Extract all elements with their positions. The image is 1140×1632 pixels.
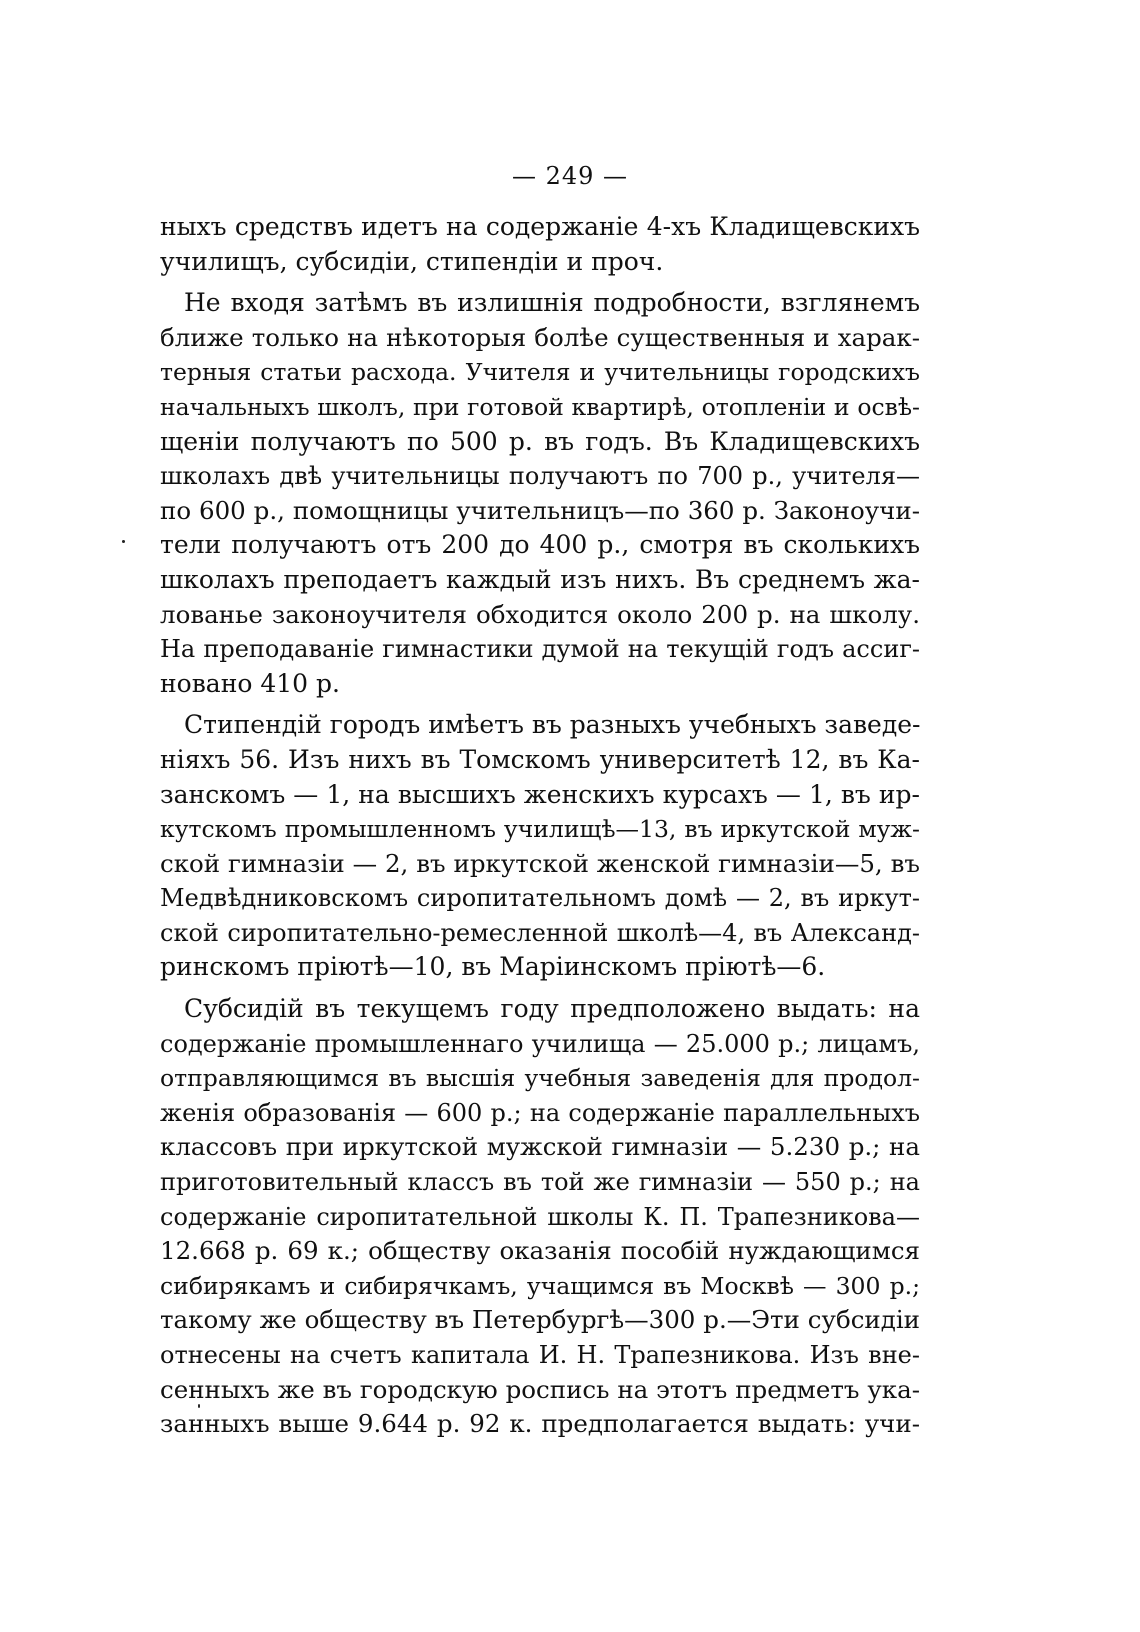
text-line: Стипендiй городъ имѣетъ въ разныхъ учебныхъ заведе- [184, 710, 921, 740]
print-speck [198, 1404, 200, 1408]
text-line: ринскомъ прiютѣ—10, въ Марiинскомъ прiютѣ—6. [160, 952, 826, 982]
text-line: Не входя затѣмъ въ излишнiя подробности, взглянемъ [184, 288, 920, 318]
text-line: На преподаванiе гимнастики думой на текущiй годъ ассиг- [160, 635, 920, 664]
text-line: женiя образованiя — 600 р.; на содержанiе параллельныхъ [160, 1098, 920, 1127]
text-line: отнесены на счетъ капитала И. Н. Трапезникова. Изъ вне- [160, 1341, 920, 1369]
page-number: — 249 — [511, 162, 629, 190]
text-line: ской сиропитательно-ремесленной школѣ—4, въ Александ- [160, 918, 920, 947]
paragraph [160, 286, 920, 701]
text-line: нiяхъ 56. Изъ нихъ въ Томскомъ университетѣ 12, въ Ка- [160, 744, 920, 774]
body-text [160, 210, 920, 1442]
text-line: 12.668 р. 69 к.; обществу оказанiя пособiй нуждающимся [160, 1236, 920, 1266]
text-line: сибирякамъ и сибирячкамъ, учащимся въ Москвѣ — 300 р.; [160, 1271, 920, 1300]
text-line: школахъ двѣ учительницы получаютъ по 700 р., учителя— [160, 462, 920, 491]
paragraph [160, 992, 920, 1442]
text-line: содержанiе сиропитательной школы К. П. Трапезникова— [160, 1202, 920, 1231]
text-line: тели получаютъ отъ 200 до 400 р., смотря въ сколькихъ [160, 530, 920, 560]
text-line: классовъ при иркутской мужской гимназiи — 5.230 р.; на [160, 1132, 920, 1162]
text-line: ныхъ средствъ идетъ на содержанiе 4-хъ Кладищевскихъ [160, 212, 920, 241]
text-line: новано 410 р. [160, 668, 340, 698]
text-line: приготовительный классъ въ той же гимназiи — 550 р.; на [160, 1168, 920, 1197]
text-line: щенiи получаютъ по 500 р. въ годъ. Въ Кладищевскихъ [160, 426, 920, 456]
text-line: занныхъ выше 9.644 р. 92 к. предполагается выдать: учи- [160, 1409, 920, 1439]
text-line: терныя статьи расхода. Учителя и учительницы городскихъ [160, 358, 920, 387]
text-line: кутскомъ промышленномъ училищѣ—13, въ иркутской муж- [160, 815, 920, 844]
text-line: сенныхъ же въ городскую роспись на этотъ предметъ ука- [160, 1374, 920, 1404]
paragraph [160, 210, 920, 279]
text-line: начальныхъ школъ, при готовой квартирѣ, отопленiи и освѣ- [160, 392, 920, 421]
text-line: ской гимназiи — 2, въ иркутской женской гимназiи—5, въ [160, 848, 920, 878]
text-line: содержанiе промышленнаго училища — 25.000 р.; лицамъ, [160, 1029, 920, 1058]
text-line: ближе только на нѣкоторыя болѣе существенныя и харак- [160, 322, 920, 352]
text-line: по 600 р., помощницы учительницъ—по 360 р. Законоучи- [160, 495, 920, 525]
text-line: занскомъ — 1, на высшихъ женскихъ курсахъ — 1, въ ир- [160, 779, 920, 809]
text-line: такому же обществу въ Петербургѣ—300 р.—Эти субсидiи [160, 1305, 920, 1335]
text-line: отправляющимся въ высшiя учебныя заведенiя для продол- [160, 1064, 920, 1093]
paragraph [160, 708, 920, 985]
text-line: Медвѣдниковскомъ сиропитательномъ домѣ — 2, въ иркут- [160, 884, 920, 913]
text-line: училищъ, субсидiи, стипендiи и проч. [160, 246, 664, 276]
text-line: Субсидiй въ текущемъ году предположено выдать: на [184, 994, 920, 1024]
print-speck [122, 540, 125, 543]
text-line: школахъ преподаетъ каждый изъ нихъ. Въ среднемъ жа- [160, 564, 920, 594]
text-line: лованье законоучителя обходится около 200 р. на школу. [160, 599, 920, 629]
